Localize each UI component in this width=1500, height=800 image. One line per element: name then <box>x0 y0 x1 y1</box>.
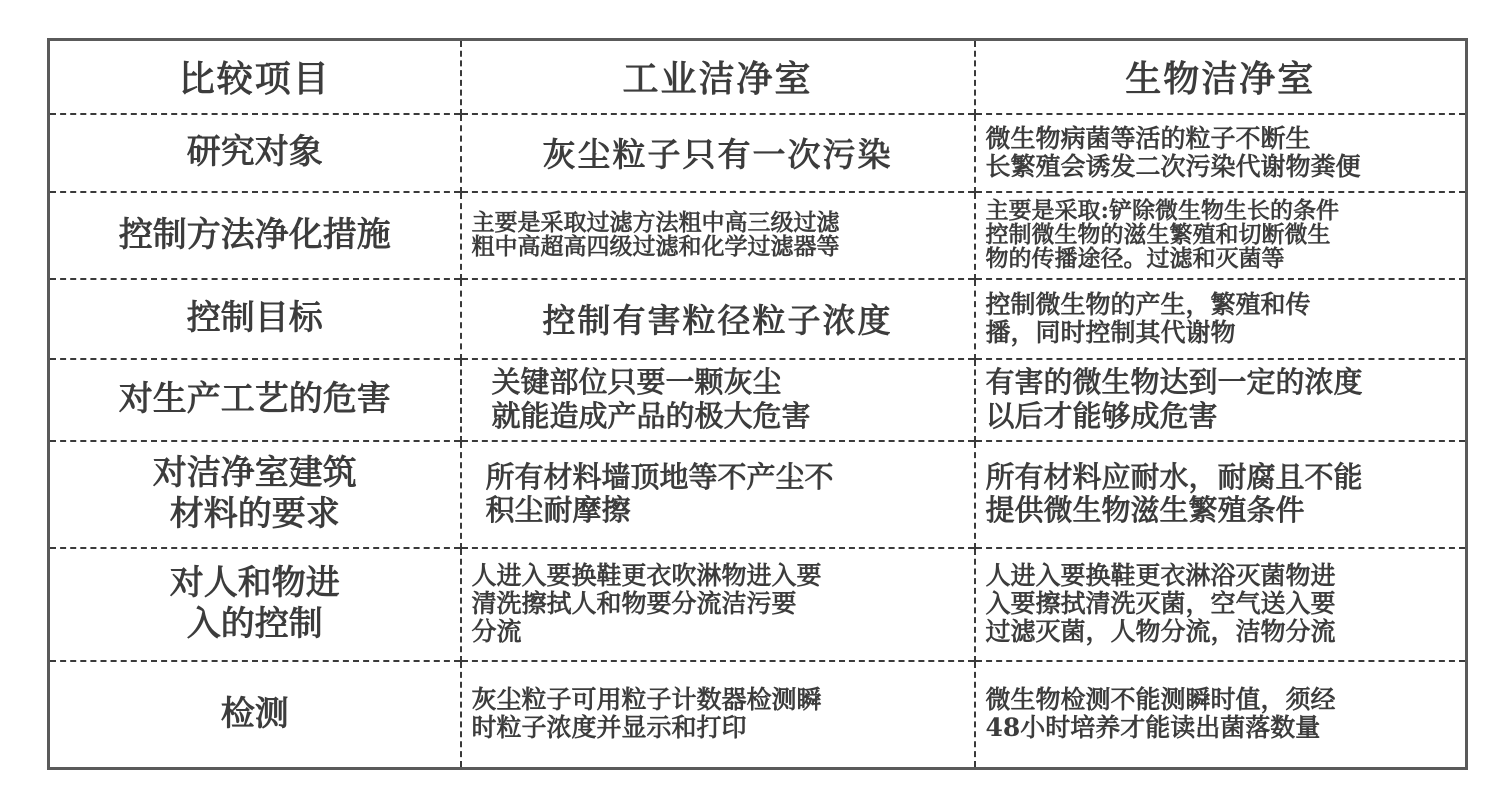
table-row <box>49 192 1467 279</box>
biological-cell: 微生物病菌等活的粒子不断生 长繁殖会诱发二次污染代谢物粪便 <box>975 114 1467 192</box>
biological-cell: 有害的微生物达到一定的浓度 以后才能够成危害 <box>975 359 1467 441</box>
header-cell-biological: 生物洁净室 <box>975 40 1467 114</box>
row-label: 控制方法净化措施 <box>49 192 461 279</box>
industrial-cell: 灰尘粒子只有一次污染 <box>461 114 975 192</box>
table-row <box>49 661 1467 769</box>
industrial-cell: 灰尘粒子可用粒子计数器检测瞬 时粒子浓度并显示和打印 <box>461 661 975 769</box>
header-cell-industrial: 工业洁净室 <box>461 40 975 114</box>
row-label: 对人和物进 入的控制 <box>49 548 461 661</box>
table-row <box>49 359 1467 441</box>
industrial-cell: 主要是采取过滤方法粗中高三级过滤 粗中高超高四级过滤和化学过滤器等 <box>461 192 975 279</box>
industrial-cell: 控制有害粒径粒子浓度 <box>461 279 975 359</box>
header-cell-item: 比较项目 <box>178 58 331 101</box>
biological-cell: 主要是采取:铲除微生物生长的条件 控制微生物的滋生繁殖和切断微生 物的传播途径。过滤和灭菌等 <box>975 192 1467 279</box>
biological-cell: 所有材料应耐水，耐腐且不能 提供微生物滋生繁殖条件 <box>975 441 1467 548</box>
comparison-table <box>47 38 1468 770</box>
row-label: 控制目标 <box>49 279 461 359</box>
biological-cell: 微生物检测不能测瞬时值，须经 48小时培养才能读出菌落数量 <box>975 661 1467 769</box>
industrial-cell: 人进入要换鞋更衣吹淋物进入要 清洗擦拭人和物要分流洁污要 分流 <box>461 548 975 661</box>
table-row <box>49 114 1467 192</box>
row-label: 研究对象 <box>49 114 461 192</box>
row-label: 对洁净室建筑 材料的要求 <box>49 441 461 548</box>
biological-cell: 人进入要换鞋更衣淋浴灭菌物进 入要擦拭清洗灭菌，空气送入要 过滤灭菌，人物分流，洁物分流 <box>975 548 1467 661</box>
row-label: 对生产工艺的危害 <box>49 359 461 441</box>
table-row <box>49 441 1467 548</box>
industrial-cell: 关键部位只要一颗灰尘 就能造成产品的极大危害 <box>461 359 975 441</box>
biological-cell: 控制微生物的产生，繁殖和传 播，同时控制其代谢物 <box>975 279 1467 359</box>
table-row <box>49 279 1467 359</box>
industrial-cell: 所有材料墙顶地等不产尘不 积尘耐摩擦 <box>461 441 975 548</box>
row-label: 检测 <box>49 661 461 769</box>
table-row <box>49 548 1467 661</box>
header-row <box>49 40 1467 114</box>
